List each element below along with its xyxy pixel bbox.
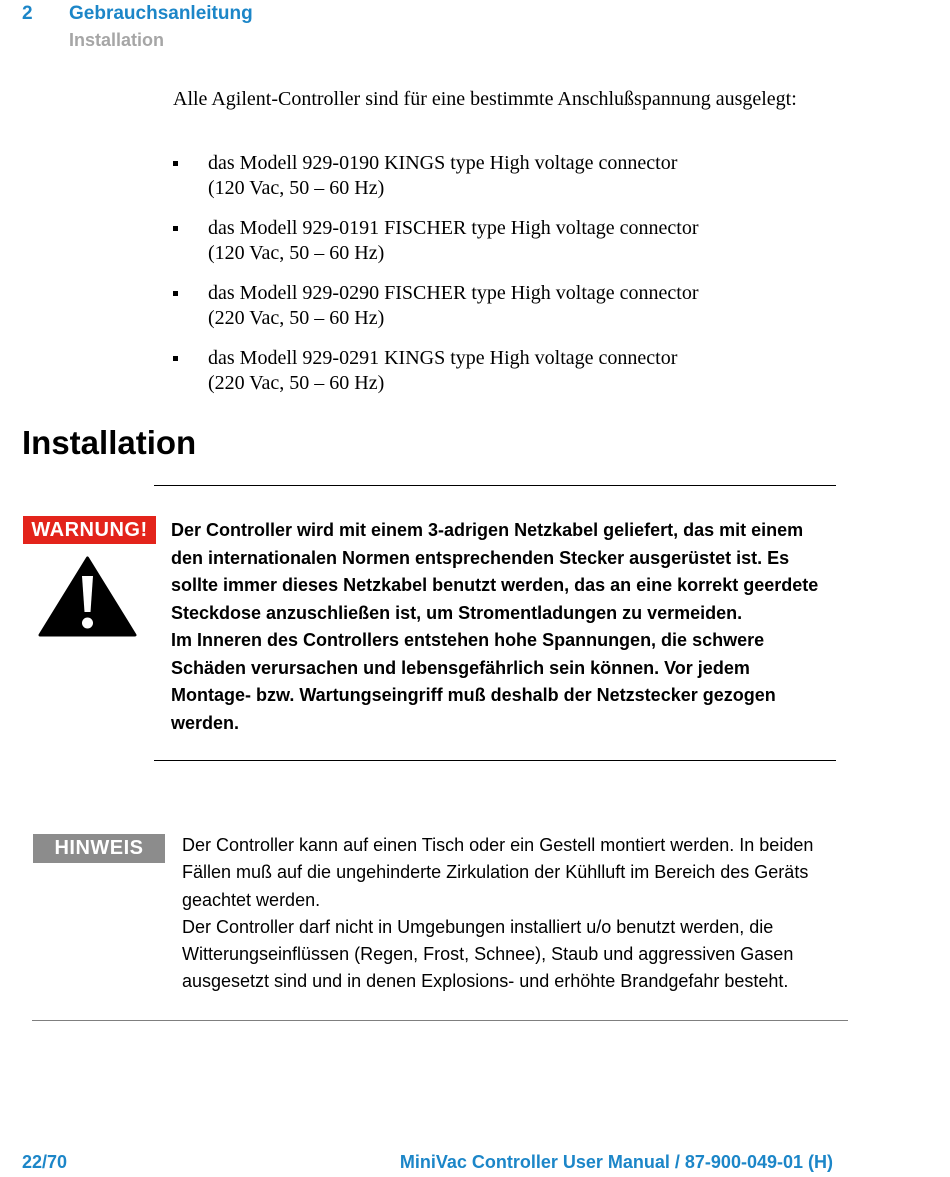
warning-line: Schäden verursachen und lebensgefährlich sein können. Vor jedem <box>171 657 750 678</box>
note-bottom-divider <box>32 1020 848 1021</box>
bullet-icon <box>173 226 178 231</box>
warning-line: Der Controller wird mit einem 3-adrigen Netzkabel geliefert, das mit einem <box>171 520 804 540</box>
intro-paragraph: Alle Agilent-Controller sind für eine bestimmte Anschlußspannung ausgelegt: <box>173 88 797 110</box>
note-text <box>182 832 847 996</box>
list-item <box>173 281 823 331</box>
warning-text <box>171 517 836 737</box>
document-title: MiniVac Controller User Manual / 87-900-049-01 (H) <box>399 1152 833 1172</box>
warning-line: Im Inneren des Controllers entstehen hohe Spannungen, die schwere <box>171 630 765 650</box>
list-item <box>173 346 823 396</box>
note-line: ausgesetzt sind und in denen Explosions- und erhöhte Brandgefahr besteht. <box>182 971 789 992</box>
connector-model: das Modell 929-0291 KINGS type High voltage connector <box>208 347 678 369</box>
connector-voltage: (120 Vac, 50 – 60 Hz) <box>208 242 385 264</box>
connector-voltage: (220 Vac, 50 – 60 Hz) <box>208 307 385 329</box>
warning-line: den internationalen Normen entsprechenden Stecker ausgerüstet ist. Es <box>171 547 790 568</box>
chapter-number: 2 <box>22 3 33 24</box>
bullet-icon <box>173 291 178 296</box>
warning-line: Montage- bzw. Wartungseingriff muß deshalb der Netzstecker gezogen <box>171 685 776 705</box>
warning-line: Steckdose anzuschließen ist, um Stromentladungen zu vermeiden. <box>171 602 743 623</box>
connector-voltage: (220 Vac, 50 – 60 Hz) <box>208 372 385 394</box>
warning-badge: WARNUNG! <box>23 516 156 544</box>
connector-model: das Modell 929-0290 FISCHER type High voltage connector <box>208 282 699 304</box>
note-line: Der Controller darf nicht in Umgebungen installiert u/o benutzt werden, die <box>182 916 774 937</box>
warning-line: sollte immer dieses Netzkabel benutzt werden, das an eine korrekt geerdete <box>171 575 819 595</box>
warning-triangle-icon <box>38 556 137 638</box>
connector-model: das Modell 929-0191 FISCHER type High voltage connector <box>208 217 699 239</box>
warning-top-divider <box>154 485 836 486</box>
list-item <box>173 151 823 201</box>
note-line: Witterungseinflüssen (Regen, Frost, Schnee), Staub und aggressiven Gasen <box>182 944 794 965</box>
warning-line: werden. <box>171 712 240 733</box>
section-title: Installation <box>22 424 197 461</box>
connector-list <box>173 151 823 411</box>
connector-voltage: (120 Vac, 50 – 60 Hz) <box>208 177 385 199</box>
note-line: Fällen muß auf die ungehinderte Zirkulation der Kühlluft im Bereich des Geräts <box>182 862 809 883</box>
list-item <box>173 216 823 266</box>
page-number: 22/70 <box>22 1152 68 1172</box>
note-badge: HINWEIS <box>33 834 165 863</box>
note-line: Der Controller kann auf einen Tisch oder ein Gestell montiert werden. In beiden <box>182 835 814 855</box>
warning-bottom-divider <box>154 760 836 761</box>
bullet-icon <box>173 356 178 361</box>
chapter-title: Gebrauchsanleitung <box>69 3 253 24</box>
note-line: geachtet werden. <box>182 889 321 910</box>
bullet-icon <box>173 161 178 166</box>
section-breadcrumb: Installation <box>69 30 165 50</box>
connector-model: das Modell 929-0190 KINGS type High voltage connector <box>208 152 678 174</box>
